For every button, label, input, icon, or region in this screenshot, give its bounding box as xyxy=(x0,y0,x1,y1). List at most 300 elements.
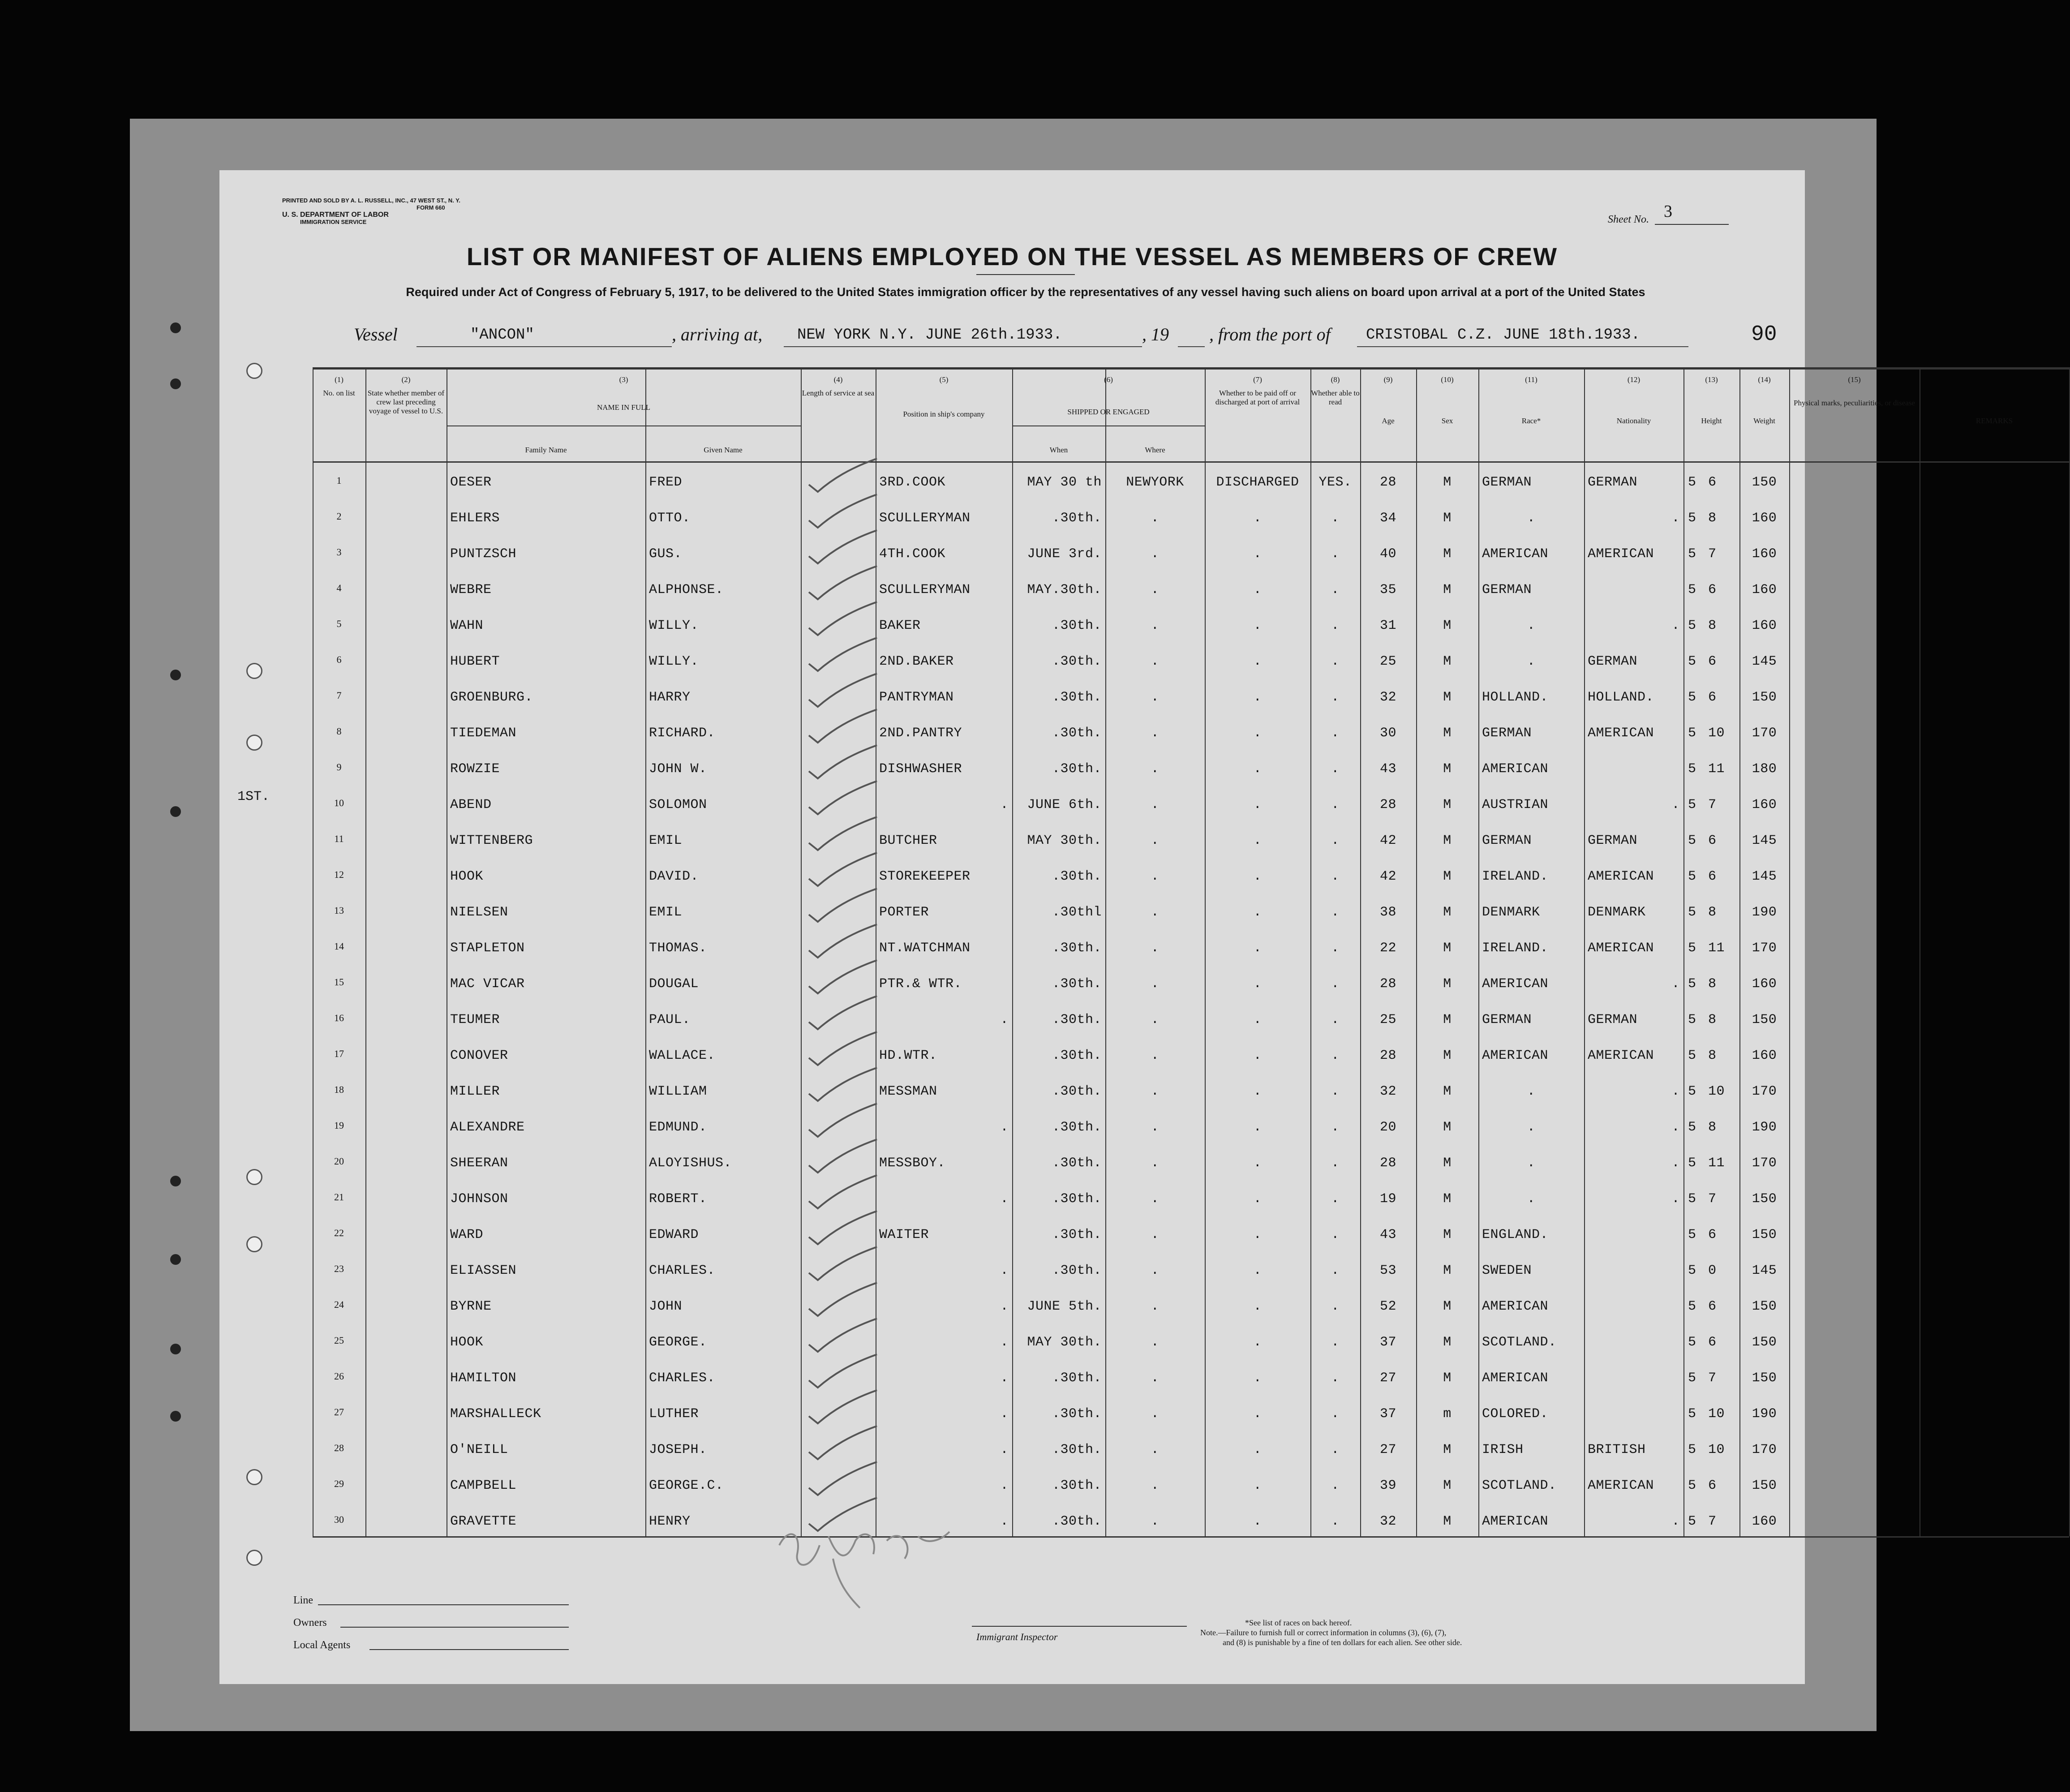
sex: M xyxy=(1443,618,1452,633)
footnote-races: *See list of races on back hereof. xyxy=(1245,1618,1352,1627)
race: AMERICAN xyxy=(1482,1371,1549,1386)
printer-line: PRINTED AND SOLD BY A. L. RUSSELL, INC., 47 WEST ST., N. Y. xyxy=(282,197,460,204)
service-check-mark xyxy=(805,672,881,712)
age: 40 xyxy=(1379,546,1396,562)
year-label: , 19 xyxy=(1142,324,1169,344)
given-name: PAUL. xyxy=(649,1012,691,1027)
nationality: GERMAN xyxy=(1588,1012,1638,1027)
header-height: Height xyxy=(1701,417,1722,425)
paid-off: . xyxy=(1253,1048,1262,1063)
race: AMERICAN xyxy=(1482,1514,1549,1529)
departure-port-date: CRISTOBAL C.Z. JUNE 18th.1933. xyxy=(1366,327,1641,344)
race: GERMAN xyxy=(1482,1012,1532,1027)
binder-punch xyxy=(170,1254,181,1265)
shipped-where: . xyxy=(1151,869,1160,884)
header-where: Where xyxy=(1145,446,1165,454)
shipped-where: NEWYORK xyxy=(1126,475,1184,490)
header-physical-marks: Physical marks, peculiarities, or disease xyxy=(1794,399,1915,407)
row-number: 24 xyxy=(334,1299,344,1310)
row-number: 15 xyxy=(334,976,344,988)
service-check-mark xyxy=(805,1424,881,1465)
height-inches: 8 xyxy=(1708,976,1717,992)
paid-off: . xyxy=(1253,1012,1262,1027)
race: GERMAN xyxy=(1482,833,1532,848)
sex: M xyxy=(1443,761,1452,777)
age: 28 xyxy=(1379,976,1396,992)
family-name: TIEDEMAN xyxy=(450,726,517,741)
height-feet: 5 xyxy=(1688,905,1696,920)
service-check-mark xyxy=(805,1460,881,1500)
weight: 145 xyxy=(1752,654,1777,669)
position: NT.WATCHMAN xyxy=(879,941,971,956)
position: . xyxy=(1000,1406,1009,1422)
paid-off: . xyxy=(1253,1442,1262,1457)
position: SCULLERYMAN xyxy=(879,511,971,526)
arriving-label: , arriving at, xyxy=(672,324,763,344)
row-number: 2 xyxy=(336,511,342,522)
row-number: 18 xyxy=(334,1084,344,1095)
row-number: 8 xyxy=(336,726,342,737)
age: 28 xyxy=(1379,1156,1396,1171)
family-name: ROWZIE xyxy=(450,761,500,777)
paid-off: . xyxy=(1253,869,1262,884)
able-to-read: . xyxy=(1331,976,1340,992)
header-family-name: Family Name xyxy=(525,446,567,454)
nationality: . xyxy=(1671,1514,1680,1529)
height-inches: 6 xyxy=(1708,833,1717,848)
paid-off: . xyxy=(1253,1371,1262,1386)
race: AMERICAN xyxy=(1482,761,1549,777)
row-number: 13 xyxy=(334,905,344,916)
height-feet: 5 xyxy=(1688,1299,1696,1314)
age: 37 xyxy=(1379,1335,1396,1350)
able-to-read: . xyxy=(1331,618,1340,633)
age: 32 xyxy=(1379,690,1396,705)
race: DENMARK xyxy=(1482,905,1540,920)
binder-hole xyxy=(246,1169,262,1185)
paid-off: . xyxy=(1253,1299,1262,1314)
able-to-read: YES. xyxy=(1318,475,1352,490)
nationality: AMERICAN xyxy=(1588,869,1654,884)
column-number: (5) xyxy=(939,375,949,384)
family-name: OESER xyxy=(450,475,492,490)
height-feet: 5 xyxy=(1688,1263,1696,1278)
shipped-where: . xyxy=(1151,1299,1160,1314)
from-port-label: , from the port of xyxy=(1209,324,1331,344)
age: 38 xyxy=(1379,905,1396,920)
height-inches: 8 xyxy=(1708,511,1717,526)
height-inches: 11 xyxy=(1708,941,1725,956)
footer-owners-rule xyxy=(340,1627,569,1628)
age: 42 xyxy=(1379,869,1396,884)
family-name: MILLER xyxy=(450,1084,500,1099)
family-name: NIELSEN xyxy=(450,905,508,920)
header-when: When xyxy=(1049,446,1068,454)
race: . xyxy=(1527,618,1536,633)
table-bottom-rule xyxy=(313,1536,2069,1538)
binder-hole xyxy=(246,363,262,379)
row-number: 16 xyxy=(334,1012,344,1023)
row-number: 1 xyxy=(336,475,342,486)
family-name: PUNTZSCH xyxy=(450,546,517,562)
row-number: 10 xyxy=(334,797,344,808)
height-inches: 8 xyxy=(1708,1120,1717,1135)
paid-off: DISCHARGED xyxy=(1216,475,1299,490)
shipped-where: . xyxy=(1151,1048,1160,1063)
service-check-mark xyxy=(805,994,881,1035)
race: IRELAND. xyxy=(1482,869,1549,884)
sex: M xyxy=(1443,546,1452,562)
vessel-label: Vessel xyxy=(354,324,398,344)
given-name: GEORGE. xyxy=(649,1335,707,1350)
sex: M xyxy=(1443,1371,1452,1386)
shipped-when: MAY.30th. xyxy=(1027,582,1102,597)
binder-hole xyxy=(246,1550,262,1566)
position: . xyxy=(1000,1478,1009,1493)
shipped-when: .30th. xyxy=(1052,654,1102,669)
position: BUTCHER xyxy=(879,833,937,848)
height-feet: 5 xyxy=(1688,726,1696,741)
row-number: 5 xyxy=(336,618,342,629)
given-name: EDMUND. xyxy=(649,1120,707,1135)
height-feet: 5 xyxy=(1688,1335,1696,1350)
shipped-when: .30th. xyxy=(1052,726,1102,741)
footer-owners-label: Owners xyxy=(293,1617,327,1629)
binder-punch xyxy=(170,1176,181,1186)
height-feet: 5 xyxy=(1688,1514,1696,1529)
position: . xyxy=(1000,1335,1009,1350)
nationality: . xyxy=(1671,618,1680,633)
race: . xyxy=(1527,654,1536,669)
sex: M xyxy=(1443,1335,1452,1350)
given-name: WALLACE. xyxy=(649,1048,716,1063)
given-name: DAVID. xyxy=(649,869,699,884)
header-name-in-full: NAME IN FULL xyxy=(597,403,650,412)
shipped-where: . xyxy=(1151,1120,1160,1135)
age: 43 xyxy=(1379,1227,1396,1242)
row-number: 28 xyxy=(334,1442,344,1453)
shipped-where: . xyxy=(1151,726,1160,741)
height-inches: 0 xyxy=(1708,1263,1717,1278)
sex: M xyxy=(1443,1263,1452,1278)
departure-underline xyxy=(1357,346,1688,347)
paid-off: . xyxy=(1253,511,1262,526)
race: GERMAN xyxy=(1482,582,1532,597)
row-number: 6 xyxy=(336,654,342,665)
service-check-mark xyxy=(805,1030,881,1070)
weight: 160 xyxy=(1752,582,1777,597)
service-check-mark xyxy=(805,564,881,605)
nationality: . xyxy=(1671,1120,1680,1135)
footnote-penalty: Note.—Failure to furnish full or correct information in columns (3), (6), (7), xyxy=(1200,1628,1447,1637)
given-name: LUTHER xyxy=(649,1406,699,1422)
height-feet: 5 xyxy=(1688,976,1696,992)
weight: 145 xyxy=(1752,833,1777,848)
position: BAKER xyxy=(879,618,921,633)
able-to-read: . xyxy=(1331,905,1340,920)
given-name: SOLOMON xyxy=(649,797,707,812)
name-subheader-rule xyxy=(447,425,801,426)
paid-off: . xyxy=(1253,1514,1262,1529)
vessel-underline xyxy=(417,346,672,347)
arrival-port-date: NEW YORK N.Y. JUNE 26th.1933. xyxy=(797,327,1062,344)
header-age: Age xyxy=(1382,417,1395,425)
footer-agents-label: Local Agents xyxy=(293,1639,351,1651)
height-feet: 5 xyxy=(1688,1120,1696,1135)
sex: m xyxy=(1443,1406,1452,1422)
weight: 170 xyxy=(1752,1156,1777,1171)
paid-off: . xyxy=(1253,726,1262,741)
sex: M xyxy=(1443,905,1452,920)
shipped-where: . xyxy=(1151,1478,1160,1493)
paid-off: . xyxy=(1253,1263,1262,1278)
able-to-read: . xyxy=(1331,582,1340,597)
shipped-where: . xyxy=(1151,1335,1160,1350)
age: 19 xyxy=(1379,1191,1396,1207)
shipped-when: .30th. xyxy=(1052,1442,1102,1457)
position: STOREKEEPER xyxy=(879,869,971,884)
paid-off: . xyxy=(1253,1191,1262,1207)
age: 28 xyxy=(1379,797,1396,812)
age: 28 xyxy=(1379,475,1396,490)
inspector-rule xyxy=(972,1626,1187,1627)
age: 28 xyxy=(1379,1048,1396,1063)
weight: 160 xyxy=(1752,1048,1777,1063)
family-name: HOOK xyxy=(450,1335,484,1350)
weight: 145 xyxy=(1752,1263,1777,1278)
header-nationality: Nationality xyxy=(1616,417,1651,425)
nationality: GERMAN xyxy=(1588,475,1638,490)
shipped-when: .30th. xyxy=(1052,976,1102,992)
sex: M xyxy=(1443,654,1452,669)
row-number: 17 xyxy=(334,1048,344,1059)
vessel-name: "ANCON" xyxy=(470,327,534,344)
row-number: 12 xyxy=(334,869,344,880)
race: SCOTLAND. xyxy=(1482,1335,1557,1350)
height-feet: 5 xyxy=(1688,833,1696,848)
row-number: 25 xyxy=(334,1335,344,1346)
weight: 150 xyxy=(1752,1191,1777,1207)
height-feet: 5 xyxy=(1688,475,1696,490)
shipped-where: . xyxy=(1151,1084,1160,1099)
able-to-read: . xyxy=(1331,1012,1340,1027)
race: SWEDEN xyxy=(1482,1263,1532,1278)
weight: 150 xyxy=(1752,1335,1777,1350)
shipped-subheader-rule xyxy=(1012,425,1205,426)
shipped-when: .30th. xyxy=(1052,1156,1102,1171)
shipped-where: . xyxy=(1151,905,1160,920)
height-inches: 6 xyxy=(1708,582,1717,597)
shipped-when: .30th. xyxy=(1052,1048,1102,1063)
sheet-label: Sheet No. xyxy=(1608,214,1649,225)
height-inches: 8 xyxy=(1708,1048,1717,1063)
given-name: RICHARD. xyxy=(649,726,716,741)
shipped-when: .30th. xyxy=(1052,1191,1102,1207)
given-name: GUS. xyxy=(649,546,683,562)
family-name: GROENBURG. xyxy=(450,690,533,705)
height-feet: 5 xyxy=(1688,582,1696,597)
weight: 160 xyxy=(1752,976,1777,992)
height-inches: 7 xyxy=(1708,1371,1717,1386)
sex: M xyxy=(1443,1442,1452,1457)
year-underline xyxy=(1178,346,1205,347)
race: . xyxy=(1527,511,1536,526)
able-to-read: . xyxy=(1331,1156,1340,1171)
given-name: FRED xyxy=(649,475,683,490)
weight: 160 xyxy=(1752,618,1777,633)
given-name: ROBERT. xyxy=(649,1191,707,1207)
paid-off: . xyxy=(1253,1406,1262,1422)
sex: M xyxy=(1443,726,1452,741)
height-feet: 5 xyxy=(1688,1156,1696,1171)
weight: 190 xyxy=(1752,1120,1777,1135)
age: 25 xyxy=(1379,654,1396,669)
given-name: DOUGAL xyxy=(649,976,699,992)
height-feet: 5 xyxy=(1688,761,1696,777)
height-feet: 5 xyxy=(1688,1406,1696,1422)
sex: M xyxy=(1443,690,1452,705)
height-inches: 6 xyxy=(1708,690,1717,705)
shipped-where: . xyxy=(1151,941,1160,956)
given-name: OTTO. xyxy=(649,511,691,526)
weight: 170 xyxy=(1752,726,1777,741)
binder-hole xyxy=(246,1236,262,1252)
height-feet: 5 xyxy=(1688,797,1696,812)
service-check-mark xyxy=(805,1353,881,1393)
family-name: WEBRE xyxy=(450,582,492,597)
able-to-read: . xyxy=(1331,1299,1340,1314)
family-name: ABEND xyxy=(450,797,492,812)
paid-off: . xyxy=(1253,1084,1262,1099)
race: GERMAN xyxy=(1482,726,1532,741)
age: 27 xyxy=(1379,1371,1396,1386)
able-to-read: . xyxy=(1331,1084,1340,1099)
service-check-mark xyxy=(805,887,881,927)
printer-imprint xyxy=(282,197,460,226)
able-to-read: . xyxy=(1331,654,1340,669)
paid-off: . xyxy=(1253,1335,1262,1350)
height-inches: 8 xyxy=(1708,905,1717,920)
paid-off: . xyxy=(1253,905,1262,920)
family-name: MAC VICAR xyxy=(450,976,525,992)
shipped-where: . xyxy=(1151,618,1160,633)
row-number: 14 xyxy=(334,941,344,952)
header-sex: Sex xyxy=(1441,417,1453,425)
height-inches: 10 xyxy=(1708,726,1725,741)
footer-line-rule xyxy=(318,1604,569,1605)
able-to-read: . xyxy=(1331,726,1340,741)
shipped-where: . xyxy=(1151,1371,1160,1386)
shipped-when: .30thl xyxy=(1052,905,1102,920)
able-to-read: . xyxy=(1331,833,1340,848)
paid-off: . xyxy=(1253,654,1262,669)
height-inches: 8 xyxy=(1708,618,1717,633)
able-to-read: . xyxy=(1331,511,1340,526)
race: AMERICAN xyxy=(1482,976,1549,992)
position: MESSBOY. xyxy=(879,1156,946,1171)
given-name: HARRY xyxy=(649,690,691,705)
position: 4TH.COOK xyxy=(879,546,946,562)
paid-off: . xyxy=(1253,1227,1262,1242)
position: WAITER xyxy=(879,1227,929,1242)
shipped-when: .30th. xyxy=(1052,1012,1102,1027)
height-feet: 5 xyxy=(1688,546,1696,562)
nationality: . xyxy=(1671,976,1680,992)
column-number: (4) xyxy=(833,375,843,384)
height-inches: 7 xyxy=(1708,546,1717,562)
shipped-where: . xyxy=(1151,1156,1160,1171)
service-check-mark xyxy=(805,1388,881,1429)
age: 53 xyxy=(1379,1263,1396,1278)
header-given-name: Given Name xyxy=(704,446,743,454)
height-inches: 7 xyxy=(1708,797,1717,812)
able-to-read: . xyxy=(1331,1227,1340,1242)
footnote-penalty-cont: and (8) is punishable by a fine of ten dollars for each alien. See other side. xyxy=(1223,1638,1462,1647)
row-number: 4 xyxy=(336,582,342,593)
given-name: WILLIAM xyxy=(649,1084,707,1099)
family-name: GRAVETTE xyxy=(450,1514,517,1529)
sex: M xyxy=(1443,475,1452,490)
nationality: AMERICAN xyxy=(1588,1048,1654,1063)
column-number: (10) xyxy=(1441,375,1454,384)
able-to-read: . xyxy=(1331,1442,1340,1457)
position: . xyxy=(1000,1012,1009,1027)
sex: M xyxy=(1443,1478,1452,1493)
shipped-when: .30th. xyxy=(1052,1514,1102,1529)
weight: 170 xyxy=(1752,1084,1777,1099)
nationality: GERMAN xyxy=(1588,833,1638,848)
weight: 160 xyxy=(1752,797,1777,812)
margin-note: 1ST. xyxy=(237,789,270,804)
column-number: (1) xyxy=(335,375,344,384)
service-check-mark xyxy=(805,493,881,533)
shipped-where: . xyxy=(1151,546,1160,562)
shipped-where: . xyxy=(1151,1012,1160,1027)
able-to-read: . xyxy=(1331,1048,1340,1063)
table-top-rule xyxy=(313,367,2069,370)
weight: 150 xyxy=(1752,1371,1777,1386)
nationality: . xyxy=(1671,797,1680,812)
header-shipped-engaged: SHIPPED OR ENGAGED xyxy=(1067,408,1150,416)
height-feet: 5 xyxy=(1688,1191,1696,1207)
sex: M xyxy=(1443,941,1452,956)
age: 52 xyxy=(1379,1299,1396,1314)
paid-off: . xyxy=(1253,1478,1262,1493)
shipped-where: . xyxy=(1151,1263,1160,1278)
given-name: EDWARD xyxy=(649,1227,699,1242)
weight: 150 xyxy=(1752,1478,1777,1493)
header-position: Position in ship's company xyxy=(903,410,985,418)
row-number: 11 xyxy=(334,833,344,844)
service-check-mark xyxy=(805,1066,881,1106)
shipped-when: .30th. xyxy=(1052,1478,1102,1493)
service-check-mark xyxy=(805,636,881,676)
shipped-when: MAY 30th. xyxy=(1027,1335,1102,1350)
column-number: (9) xyxy=(1383,375,1393,384)
position: . xyxy=(1000,1263,1009,1278)
shipped-where: . xyxy=(1151,582,1160,597)
nationality: HOLLAND. xyxy=(1588,690,1654,705)
row-number: 7 xyxy=(336,690,342,701)
service-check-mark xyxy=(805,851,881,891)
race: GERMAN xyxy=(1482,475,1532,490)
age: 35 xyxy=(1379,582,1396,597)
column-number: (13) xyxy=(1705,375,1718,384)
age: 22 xyxy=(1379,941,1396,956)
weight: 160 xyxy=(1752,511,1777,526)
height-inches: 6 xyxy=(1708,1227,1717,1242)
able-to-read: . xyxy=(1331,1263,1340,1278)
